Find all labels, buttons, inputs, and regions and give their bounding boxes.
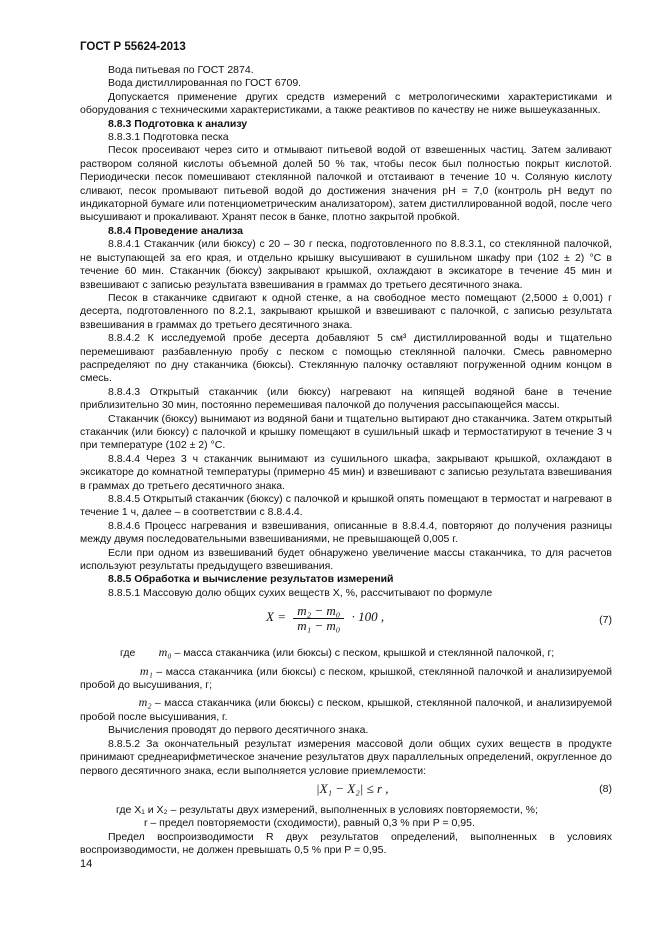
paragraph: Предел воспроизводимости R двух результатов определений, выполненных в условиях воспроизводимости, не должен превышать 0,5 % при P = 0,95. xyxy=(80,830,612,857)
equation-number: (8) xyxy=(599,782,612,795)
fraction-numerator: m₂ − m₀ xyxy=(293,604,344,618)
paragraph: 8.8.5.2 За окончательный результат измерения массовой доли общих сухих веществ в продукте принимают среднеарифметическое значение результатов двух параллельных определений, округленное до первого десятичного знака, если выполняется условие приемлемости: xyxy=(80,737,612,777)
symbol-m0: m₀ xyxy=(158,645,172,660)
definition-text: – масса стаканчика (или бюксы) с песком, крышкой, стеклянной палочкой, и анализируемой пробой после высушивания, г. xyxy=(80,697,612,723)
definition-m0 xyxy=(80,646,612,660)
paragraph: 8.8.4.5 Открытый стаканчик (бюксу) с палочкой и крышкой опять помещают в термостат и нагревают в течение 1 ч, далее – в соответствии с 8.8.4.4. xyxy=(80,493,612,519)
definition-text: – масса стаканчика (или бюксы) с песком, крышкой, стеклянной палочкой и анализируемой пробой до высушивания, г; xyxy=(80,665,612,692)
section-heading: 8.8.4 Проведение анализа xyxy=(108,224,243,237)
paragraph: 8.8.5.1 Массовую долю общих сухих веществ X, %, рассчитывают по формуле xyxy=(108,586,493,599)
formula-tail: · 100 , xyxy=(351,609,385,625)
paragraph: Стаканчик (бюксу) вынимают из водяной бани и тщательно вытирают дно стаканчика. Затем открытый стаканчик (или бюксу) с палочкой и крышку помещают в сушильный шкаф и термостатируют в течение 3 ч при температуре (102 ± 2) °С. xyxy=(80,412,612,452)
paragraph: Песок в стаканчике сдвигают к одной стенке, а на свободное место помещают (2,5000 ± 0,001) г десерта, подготовленного по 8.2.1, закрывают крышкой и взвешивают с палочкой, с записью результата взвешивания в граммах до третьего десятичного знака. xyxy=(80,291,612,331)
fraction-denominator: m₁ − m₀ xyxy=(297,617,341,633)
paragraph: Песок просеивают через сито и отмывают питьевой водой от взвешенных частиц. Затем заливают раствором соляной кислоты объемной долей 50 % так, чтобы песок был полностью покрыт кислотой. Периодически песок помешивают стеклянной палочкой и отстаивают в течение 10 ч. Соляную кислоту сливают, песок промывают питьевой водой до достижения значения pH = 7,0 (контроль pH ведут по индикаторной бумаге или потенциометрическим анализатором), затем дистиллированной водой, после чего высушивают и прокаливают. Хранят песок в банке, плотно закрытой пробкой. xyxy=(80,144,612,224)
paragraph: Если при одном из взвешиваний будет обнаружено увеличение массы стаканчика, то для расчетов используют результаты предыдущего взвешивания. xyxy=(80,546,612,573)
symbol-m1: m₁ xyxy=(139,663,153,678)
equation-number: (7) xyxy=(599,614,612,627)
formula-8-expression: |X₁ − X₂| ≤ r , xyxy=(316,780,389,796)
definition-m2 xyxy=(80,696,612,724)
document-header: ГОСТ Р 55624-2013 xyxy=(80,41,186,53)
paragraph: 8.8.4.6 Процесс нагревания и взвешивания, описанные в 8.8.4.4, повторяют до получения разницы между двумя последовательными взвешиваниями, не превышающей 0,005 г. xyxy=(80,519,612,546)
formula-7 xyxy=(80,602,612,642)
definition-text: – масса стаканчика (или бюксы) с песком, крышкой и стеклянной палочкой, г; xyxy=(174,647,555,660)
definition-x: где X₁ и X₂ – результаты двух измерений, выполненных в условиях повторяемости, %; xyxy=(116,803,538,816)
fraction xyxy=(293,604,344,632)
symbol-m2: m₂ xyxy=(138,695,152,710)
page-number: 14 xyxy=(80,858,93,870)
definition-r: r – предел повторяемости (сходимости), равный 0,3 % при P = 0,95. xyxy=(144,817,475,830)
formula-8 xyxy=(80,780,612,802)
paragraph: 8.8.4.4 Через 3 ч стаканчик вынимают из сушильного шкафа, закрывают крышкой, охлаждают в эксикаторе до комнатной температуры (примерно 45 мин) и взвешивают с записью результата взвешивания в граммах до третьего десятичного знака. xyxy=(80,452,612,492)
document-body xyxy=(80,64,612,858)
section-heading: 8.8.3 Подготовка к анализу xyxy=(108,117,248,130)
formula-lhs: X = xyxy=(266,609,286,625)
paragraph: 8.8.4.1 Стаканчик (или бюксу) с 20 – 30 г песка, подготовленного по 8.8.3.1, со стеклянной палочкой, не выступающей за его края, и отдельно крышку высушивают в сушильном шкафу при (102 ± 2) °С в течение 60 мин. Стаканчик (бюксу) закрывают крышкой, охлаждают в эксикаторе в течение 45 мин и взвешивают с записью результата взвешивания в граммах до третьего десятичного знака. xyxy=(80,238,612,291)
definition-m1 xyxy=(80,665,612,693)
paragraph: Вода дистиллированная по ГОСТ 6709. xyxy=(108,77,302,90)
where-label: где xyxy=(120,647,136,660)
paragraph: Вычисления проводят до первого десятичного знака. xyxy=(108,724,369,737)
formula-7-expression xyxy=(266,604,384,632)
subsection-heading: 8.8.3.1 Подготовка песка xyxy=(108,131,229,144)
section-heading: 8.8.5 Обработка и вычисление результатов измерений xyxy=(108,573,394,586)
paragraph: Вода питьевая по ГОСТ 2874. xyxy=(108,64,254,76)
paragraph: 8.8.4.2 К исследуемой пробе десерта добавляют 5 см³ дистиллированной воды и тщательно перемешивают разбавленную пробу с песком с помощью стеклянной палочки. Смесь равномерно распределяют по дну стаканчика (бюксы). Стеклянную палочку оставляют погруженной одним концом в смесь. xyxy=(80,332,612,385)
paragraph: Допускается применение других средств измерений с метрологическими характеристиками и оборудования с техническими характеристиками, а также реактивов по качеству не ниже вышеуказанных. xyxy=(80,90,612,117)
paragraph: 8.8.4.3 Открытый стаканчик (или бюксу) нагревают на кипящей водяной бане в течение приблизительно 30 мин, постоянно перемешивая палочкой до получения рассыпающейся массы. xyxy=(80,385,612,412)
